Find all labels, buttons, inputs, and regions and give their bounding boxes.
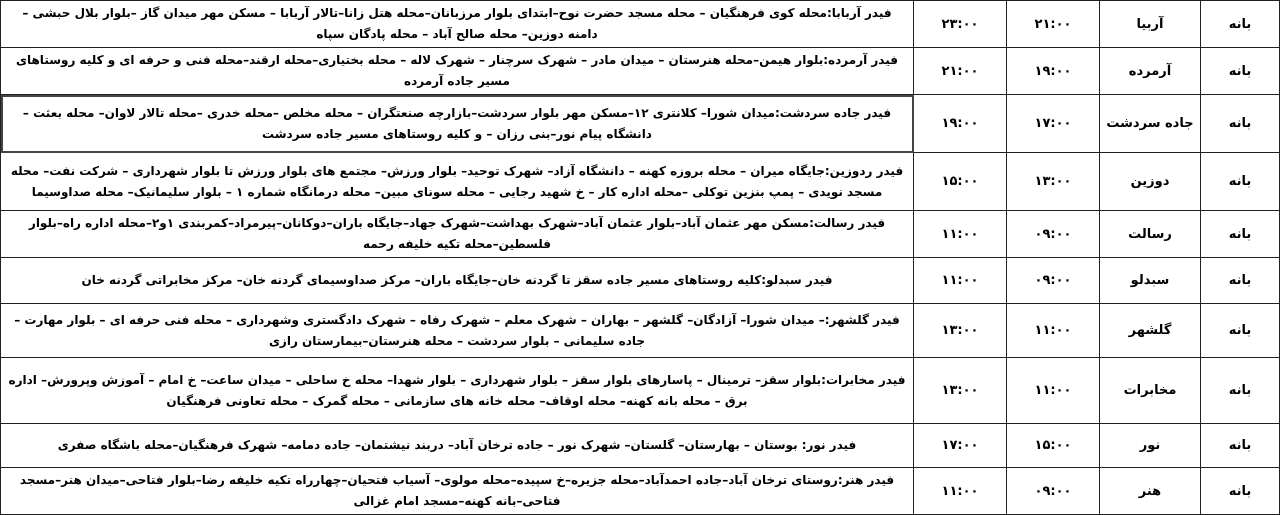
table-row [1, 468, 1280, 515]
areas-cell: فیدر آربابا:محله کوی فرهنگیان – محله مسجد حضرت نوح–ابتدای بلوار مرزبانان–محله هتل زانا–تالار آربابا – مسکن مهر میدان گاز –بلوار بلال حبشی – دامنه دوزین– محله صالح آباد – محله پادگان سپاه [1, 1, 914, 48]
table-row [1, 48, 1280, 95]
end-time-cell: ۲۱:۰۰ [914, 48, 1007, 95]
feeder-name-cell: گلشهر [1100, 304, 1201, 358]
end-time-cell: ۱۱:۰۰ [914, 468, 1007, 515]
feeder-name-cell: سبدلو [1100, 258, 1201, 304]
end-time-cell: ۱۳:۰۰ [914, 358, 1007, 424]
table-row [1, 1, 1280, 48]
end-time-cell: ۱۱:۰۰ [914, 258, 1007, 304]
feeder-name-cell: رسالت [1100, 211, 1201, 258]
feeder-name-cell: مخابرات [1100, 358, 1201, 424]
end-time-cell: ۱۵:۰۰ [914, 153, 1007, 211]
end-time-cell: ۱۱:۰۰ [914, 211, 1007, 258]
city-cell: بانه [1201, 304, 1280, 358]
feeder-name-cell: آربیا [1100, 1, 1201, 48]
areas-cell: فیدر نور: بوستان – بهارستان– گلستان– شهرک نور – جاده ترخان آباد– دربند نیشتمان– جاده دمامه– شهرک فرهنگیان–محله باشگاه صفری [1, 424, 914, 468]
feeder-name-cell: نور [1100, 424, 1201, 468]
feeder-name-cell: دوزین [1100, 153, 1201, 211]
start-time-cell: ۱۵:۰۰ [1007, 424, 1100, 468]
start-time-cell: ۱۳:۰۰ [1007, 153, 1100, 211]
start-time-cell: ۱۷:۰۰ [1007, 95, 1100, 153]
areas-cell: فیدر آرمرده:بلوار هیمن–محله هنرستان – میدان مادر – شهرک سرچنار – شهرک لاله – محله بختیاری–محله ارقند–محله فنی و حرفه ای و کلیه روستاهای مسیر جاده آرمرده [1, 48, 914, 95]
areas-cell: فیدر هنر:روستای ترخان آباد–جاده احمدآباد–محله جزیره–خ سپیده–محله مولوی– آسیاب فتحیان–چهارراه تکیه خلیفه رضا–بلوار فتاحی–میدان هنر–مسجد فتاحی–بانه کهنه–مسجد امام غزالی [1, 468, 914, 515]
areas-cell: فیدر گلشهر:– میدان شورا– آزادگان– گلشهر – بهاران – شهرک معلم – شهرک رفاه – شهرک دادگستری وشهرداری – محله فنی حرفه ای – بلوار مهارت – جاده سلیمانی – بلوار سردشت – محله هنرستان–بیمارستان رازی [1, 304, 914, 358]
end-time-cell: ۱۹:۰۰ [914, 95, 1007, 153]
start-time-cell: ۲۱:۰۰ [1007, 1, 1100, 48]
start-time-cell: ۱۹:۰۰ [1007, 48, 1100, 95]
start-time-cell: ۱۱:۰۰ [1007, 358, 1100, 424]
areas-cell: فیدر رسالت:مسکن مهر عثمان آباد–بلوار عثمان آباد–شهرک بهداشت–شهرک جهاد–جایگاه باران–دوکانان–پیرمراد–کمربندی ۱و۲–محله اداره راه–بلوار فلسطین–محله تکیه خلیفه رحمه [1, 211, 914, 258]
areas-cell: فیدر سبدلو:کلیه روستاهای مسیر جاده سقز تا گردنه خان–جایگاه باران– مرکز صداوسیمای گردنه خان– مرکز مخابراتی گردنه خان [1, 258, 914, 304]
city-cell: بانه [1201, 424, 1280, 468]
start-time-cell: ۰۹:۰۰ [1007, 211, 1100, 258]
areas-cell: فیدر جاده سردشت:میدان شورا– کلانتری ۱۲–مسکن مهر بلوار سردشت–بازارچه صنعتگران – محله مخلص –محله خدری –محله تالار لاوان– محله بعثت – دانشگاه پیام نور–بنی رزان – و کلیه روستاهای مسیر جاده سردشت [1, 95, 914, 153]
city-cell: بانه [1201, 1, 1280, 48]
feeder-name-cell: جاده سردشت [1100, 95, 1201, 153]
table-row [1, 358, 1280, 424]
table-row [1, 95, 1280, 153]
city-cell: بانه [1201, 258, 1280, 304]
start-time-cell: ۰۹:۰۰ [1007, 258, 1100, 304]
city-cell: بانه [1201, 468, 1280, 515]
feeder-name-cell: هنر [1100, 468, 1201, 515]
city-cell: بانه [1201, 358, 1280, 424]
schedule-body [1, 1, 1280, 515]
end-time-cell: ۱۳:۰۰ [914, 304, 1007, 358]
city-cell: بانه [1201, 48, 1280, 95]
city-cell: بانه [1201, 211, 1280, 258]
areas-cell: فیدر مخابرات:بلوار سقز– ترمینال – پاسارهای بلوار سقز – بلوار شهرداری – بلوار شهدا– محله خ ساحلی – میدان ساعت– خ امام – آموزش وپرورش– اداره برق – محله بانه کهنه– محله اوقاف– محله خانه های سازمانی – محله گمرک – محله تعاونی فرهنگیان [1, 358, 914, 424]
areas-cell: فیدر ردوزین:جایگاه میران – محله بروزه کهنه – دانشگاه آزاد– شهرک توحید– بلوار ورزش– مجتمع های بلوار ورزش تا بلوار شهرداری – شرکت نفت– محله مسجد نویدی – پمپ بنزین توکلی –محله اداره کار – خ شهید رجایی – محله سونای مبین– محله درمانگاه شماره ۱ – بلوار سلیمانیک– محله صداوسیما [1, 153, 914, 211]
table-row [1, 153, 1280, 211]
table-row [1, 304, 1280, 358]
end-time-cell: ۱۷:۰۰ [914, 424, 1007, 468]
table-row [1, 211, 1280, 258]
table-row [1, 424, 1280, 468]
feeder-name-cell: آرمرده [1100, 48, 1201, 95]
end-time-cell: ۲۳:۰۰ [914, 1, 1007, 48]
city-cell: بانه [1201, 153, 1280, 211]
start-time-cell: ۰۹:۰۰ [1007, 468, 1100, 515]
table-row [1, 258, 1280, 304]
city-cell: بانه [1201, 95, 1280, 153]
start-time-cell: ۱۱:۰۰ [1007, 304, 1100, 358]
